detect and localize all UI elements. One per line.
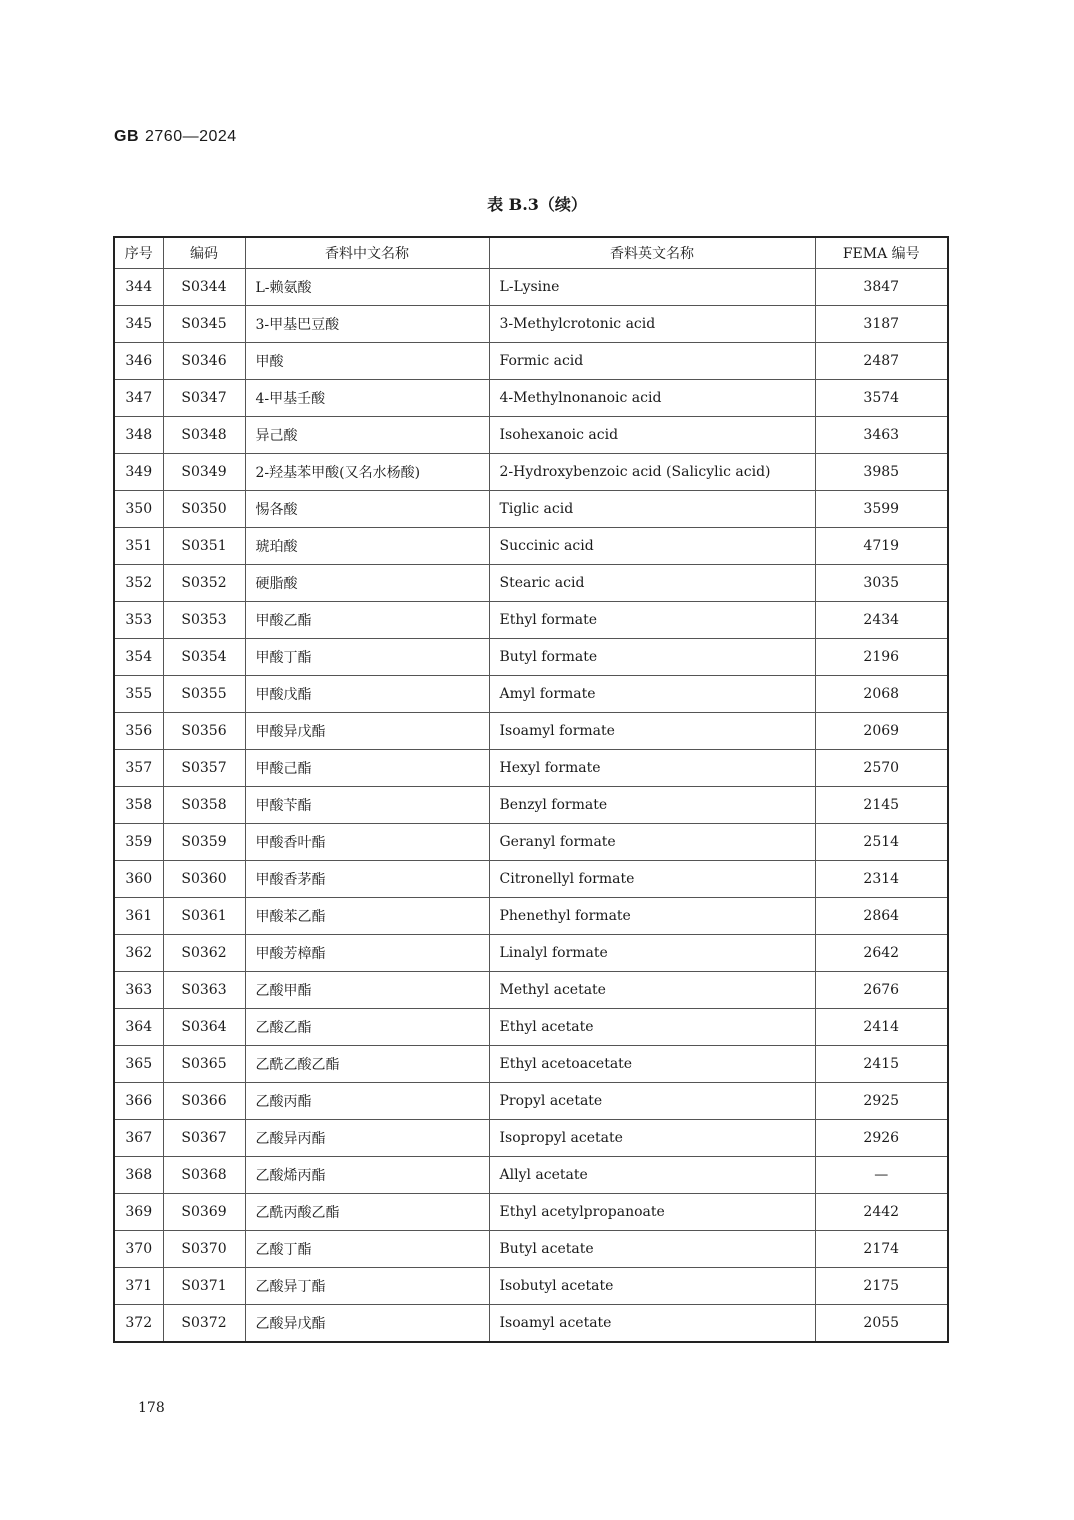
fema-cell: 2926 — [815, 1120, 948, 1157]
fema-cell: 2570 — [815, 750, 948, 787]
english-name-cell: Ethyl acetylpropanoate — [489, 1194, 815, 1231]
english-name-cell: 2-Hydroxybenzoic acid (Salicylic acid) — [489, 454, 815, 491]
serial-cell: 366 — [114, 1083, 163, 1120]
fema-cell: 2925 — [815, 1083, 948, 1120]
chinese-name-cell: 甲酸苄酯 — [245, 787, 489, 824]
english-name-cell: Allyl acetate — [489, 1157, 815, 1194]
serial-cell: 362 — [114, 935, 163, 972]
chinese-name-cell: 乙酸烯丙酯 — [245, 1157, 489, 1194]
table-row — [114, 898, 948, 935]
code-cell: S0368 — [163, 1157, 245, 1194]
english-name-cell: Isoamyl acetate — [489, 1305, 815, 1343]
fema-cell: 2314 — [815, 861, 948, 898]
fema-cell: 2642 — [815, 935, 948, 972]
table-row — [114, 787, 948, 824]
serial-cell: 347 — [114, 380, 163, 417]
serial-cell: 357 — [114, 750, 163, 787]
table-body — [114, 269, 948, 1343]
standard-number: 2760—2024 — [145, 128, 237, 145]
chinese-name-cell: 甲酸己酯 — [245, 750, 489, 787]
chinese-name-cell: 乙酸甲酯 — [245, 972, 489, 1009]
fema-cell: 3847 — [815, 269, 948, 306]
serial-cell: 351 — [114, 528, 163, 565]
serial-cell: 371 — [114, 1268, 163, 1305]
table-row — [114, 528, 948, 565]
fema-cell: 2514 — [815, 824, 948, 861]
code-cell: S0346 — [163, 343, 245, 380]
table-row — [114, 1268, 948, 1305]
table-row — [114, 1194, 948, 1231]
serial-cell: 364 — [114, 1009, 163, 1046]
table-row — [114, 824, 948, 861]
chinese-name-cell: 甲酸异戊酯 — [245, 713, 489, 750]
code-cell: S0350 — [163, 491, 245, 528]
col-header-serial: 序号 — [114, 237, 163, 269]
fema-cell: — — [815, 1157, 948, 1194]
english-name-cell: Citronellyl formate — [489, 861, 815, 898]
table-row — [114, 639, 948, 676]
serial-cell: 358 — [114, 787, 163, 824]
code-cell: S0360 — [163, 861, 245, 898]
chinese-name-cell: 乙酸异丙酯 — [245, 1120, 489, 1157]
chinese-name-cell: 甲酸 — [245, 343, 489, 380]
table-row — [114, 1009, 948, 1046]
code-cell: S0364 — [163, 1009, 245, 1046]
table-row — [114, 935, 948, 972]
chinese-name-cell: 甲酸香茅酯 — [245, 861, 489, 898]
code-cell: S0354 — [163, 639, 245, 676]
serial-cell: 344 — [114, 269, 163, 306]
serial-cell: 355 — [114, 676, 163, 713]
chinese-name-cell: 3-甲基巴豆酸 — [245, 306, 489, 343]
table-row — [114, 269, 948, 306]
code-cell: S0355 — [163, 676, 245, 713]
chinese-name-cell: 甲酸香叶酯 — [245, 824, 489, 861]
serial-cell: 370 — [114, 1231, 163, 1268]
table-row — [114, 676, 948, 713]
fema-cell: 2414 — [815, 1009, 948, 1046]
code-cell: S0362 — [163, 935, 245, 972]
col-header-code: 编码 — [163, 237, 245, 269]
english-name-cell: Propyl acetate — [489, 1083, 815, 1120]
code-cell: S0353 — [163, 602, 245, 639]
col-header-english-name: 香料英文名称 — [489, 237, 815, 269]
english-name-cell: Isoamyl formate — [489, 713, 815, 750]
code-cell: S0348 — [163, 417, 245, 454]
serial-cell: 369 — [114, 1194, 163, 1231]
chinese-name-cell: 甲酸丁酯 — [245, 639, 489, 676]
serial-cell: 354 — [114, 639, 163, 676]
chinese-name-cell: 乙酸异丁酯 — [245, 1268, 489, 1305]
chinese-name-cell: 4-甲基壬酸 — [245, 380, 489, 417]
table-row — [114, 306, 948, 343]
table-row — [114, 713, 948, 750]
english-name-cell: Formic acid — [489, 343, 815, 380]
fema-cell: 3985 — [815, 454, 948, 491]
code-cell: S0351 — [163, 528, 245, 565]
serial-cell: 345 — [114, 306, 163, 343]
english-name-cell: Linalyl formate — [489, 935, 815, 972]
fema-cell: 3599 — [815, 491, 948, 528]
serial-cell: 348 — [114, 417, 163, 454]
table-row — [114, 602, 948, 639]
english-name-cell: Succinic acid — [489, 528, 815, 565]
english-name-cell: Isohexanoic acid — [489, 417, 815, 454]
english-name-cell: Butyl formate — [489, 639, 815, 676]
chinese-name-cell: 乙酰乙酸乙酯 — [245, 1046, 489, 1083]
serial-cell: 360 — [114, 861, 163, 898]
chinese-name-cell: 乙酸丁酯 — [245, 1231, 489, 1268]
english-name-cell: Methyl acetate — [489, 972, 815, 1009]
chinese-name-cell: 甲酸芳樟酯 — [245, 935, 489, 972]
col-header-fema: FEMA 编号 — [815, 237, 948, 269]
code-cell: S0366 — [163, 1083, 245, 1120]
chinese-name-cell: 乙酸乙酯 — [245, 1009, 489, 1046]
code-cell: S0344 — [163, 269, 245, 306]
table-header-row — [114, 237, 948, 269]
table-row — [114, 972, 948, 1009]
english-name-cell: L-Lysine — [489, 269, 815, 306]
table-row — [114, 454, 948, 491]
chinese-name-cell: 乙酰丙酸乙酯 — [245, 1194, 489, 1231]
fema-cell: 2196 — [815, 639, 948, 676]
english-name-cell: Phenethyl formate — [489, 898, 815, 935]
serial-cell: 346 — [114, 343, 163, 380]
code-cell: S0357 — [163, 750, 245, 787]
table-row — [114, 1231, 948, 1268]
serial-cell: 349 — [114, 454, 163, 491]
serial-cell: 365 — [114, 1046, 163, 1083]
fema-cell: 2442 — [815, 1194, 948, 1231]
chinese-name-cell: L-赖氨酸 — [245, 269, 489, 306]
english-name-cell: Isobutyl acetate — [489, 1268, 815, 1305]
table-row — [114, 861, 948, 898]
chinese-name-cell: 惕各酸 — [245, 491, 489, 528]
code-cell: S0345 — [163, 306, 245, 343]
code-cell: S0370 — [163, 1231, 245, 1268]
serial-cell: 359 — [114, 824, 163, 861]
code-cell: S0358 — [163, 787, 245, 824]
table-row — [114, 565, 948, 602]
fema-cell: 2068 — [815, 676, 948, 713]
table-row — [114, 491, 948, 528]
flavor-table — [113, 236, 949, 1343]
serial-cell: 350 — [114, 491, 163, 528]
fema-cell: 2487 — [815, 343, 948, 380]
fema-cell: 2145 — [815, 787, 948, 824]
table-row — [114, 1083, 948, 1120]
table-row — [114, 750, 948, 787]
code-cell: S0352 — [163, 565, 245, 602]
serial-cell: 361 — [114, 898, 163, 935]
english-name-cell: Hexyl formate — [489, 750, 815, 787]
fema-cell: 2864 — [815, 898, 948, 935]
fema-cell: 3035 — [815, 565, 948, 602]
english-name-cell: 3-Methylcrotonic acid — [489, 306, 815, 343]
english-name-cell: Stearic acid — [489, 565, 815, 602]
page-number: 178 — [138, 1400, 165, 1416]
chinese-name-cell: 乙酸丙酯 — [245, 1083, 489, 1120]
serial-cell: 353 — [114, 602, 163, 639]
english-name-cell: Amyl formate — [489, 676, 815, 713]
table-row — [114, 343, 948, 380]
code-cell: S0371 — [163, 1268, 245, 1305]
code-cell: S0363 — [163, 972, 245, 1009]
code-cell: S0361 — [163, 898, 245, 935]
table-row — [114, 417, 948, 454]
col-header-chinese-name: 香料中文名称 — [245, 237, 489, 269]
table-row — [114, 1046, 948, 1083]
fema-cell: 3463 — [815, 417, 948, 454]
chinese-name-cell: 2-羟基苯甲酸(又名水杨酸) — [245, 454, 489, 491]
code-cell: S0372 — [163, 1305, 245, 1343]
chinese-name-cell: 乙酸异戊酯 — [245, 1305, 489, 1343]
fema-cell: 2434 — [815, 602, 948, 639]
serial-cell: 363 — [114, 972, 163, 1009]
fema-cell: 2055 — [815, 1305, 948, 1343]
serial-cell: 367 — [114, 1120, 163, 1157]
fema-cell: 3187 — [815, 306, 948, 343]
english-name-cell: 4-Methylnonanoic acid — [489, 380, 815, 417]
fema-cell: 2415 — [815, 1046, 948, 1083]
fema-cell: 2676 — [815, 972, 948, 1009]
english-name-cell: Butyl acetate — [489, 1231, 815, 1268]
fema-cell: 2175 — [815, 1268, 948, 1305]
chinese-name-cell: 甲酸乙酯 — [245, 602, 489, 639]
chinese-name-cell: 异己酸 — [245, 417, 489, 454]
fema-cell: 3574 — [815, 380, 948, 417]
fema-cell: 4719 — [815, 528, 948, 565]
fema-cell: 2174 — [815, 1231, 948, 1268]
chinese-name-cell: 硬脂酸 — [245, 565, 489, 602]
english-name-cell: Benzyl formate — [489, 787, 815, 824]
code-cell: S0369 — [163, 1194, 245, 1231]
english-name-cell: Tiglic acid — [489, 491, 815, 528]
code-cell: S0349 — [163, 454, 245, 491]
serial-cell: 356 — [114, 713, 163, 750]
code-cell: S0356 — [163, 713, 245, 750]
table-row — [114, 1157, 948, 1194]
english-name-cell: Geranyl formate — [489, 824, 815, 861]
code-cell: S0365 — [163, 1046, 245, 1083]
table-row — [114, 1120, 948, 1157]
chinese-name-cell: 琥珀酸 — [245, 528, 489, 565]
fema-cell: 2069 — [815, 713, 948, 750]
table-row — [114, 1305, 948, 1343]
chinese-name-cell: 甲酸戊酯 — [245, 676, 489, 713]
chinese-name-cell: 甲酸苯乙酯 — [245, 898, 489, 935]
english-name-cell: Ethyl acetate — [489, 1009, 815, 1046]
table-row — [114, 380, 948, 417]
english-name-cell: Ethyl acetoacetate — [489, 1046, 815, 1083]
standard-code — [114, 128, 237, 146]
serial-cell: 352 — [114, 565, 163, 602]
code-cell: S0359 — [163, 824, 245, 861]
code-cell: S0347 — [163, 380, 245, 417]
english-name-cell: Isopropyl acetate — [489, 1120, 815, 1157]
serial-cell: 372 — [114, 1305, 163, 1343]
standard-prefix: GB — [114, 128, 139, 145]
serial-cell: 368 — [114, 1157, 163, 1194]
code-cell: S0367 — [163, 1120, 245, 1157]
table-title: 表 B.3（续） — [487, 195, 587, 214]
english-name-cell: Ethyl formate — [489, 602, 815, 639]
